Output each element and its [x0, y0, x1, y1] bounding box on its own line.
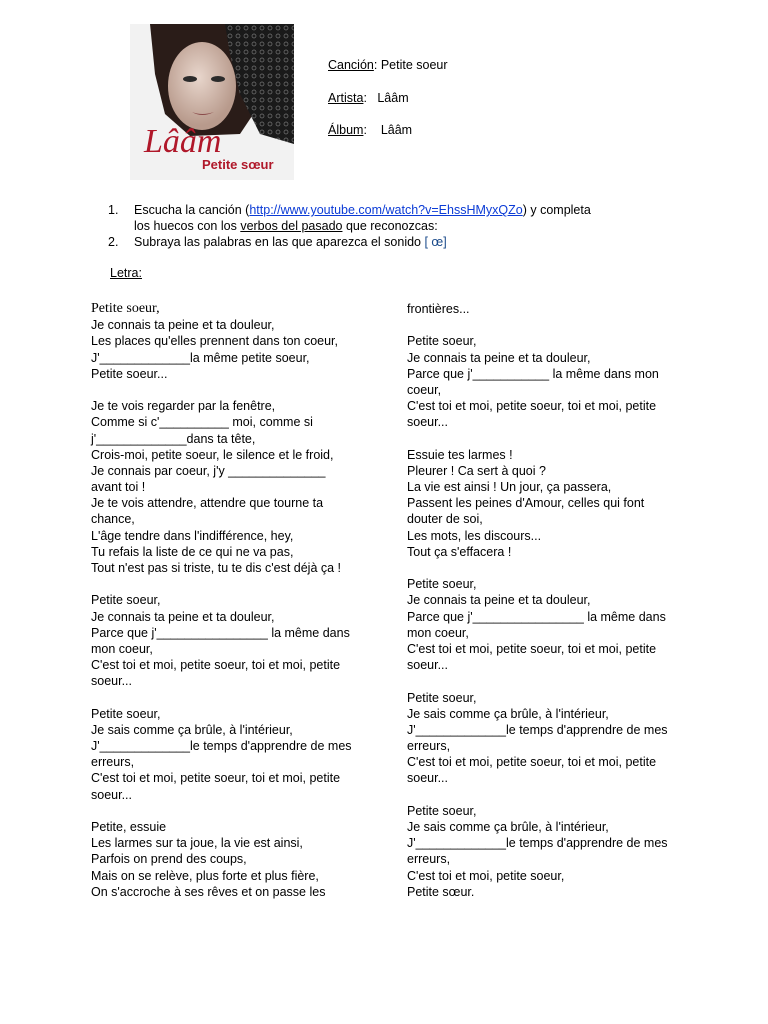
lyric-line: Je connais ta peine et ta douleur, — [91, 318, 275, 333]
lyric-line: mon coeur, — [91, 641, 153, 656]
lyric-line: Essuie tes larmes ! — [407, 447, 513, 462]
lyric-line: Parfois on prend des coups, — [91, 852, 247, 867]
lyric-line: soeur... — [91, 674, 132, 689]
lyric-line: Tout n'est pas si triste, tu te dis c'est déjà ça ! — [91, 561, 342, 575]
lyric-line: Je connais ta peine et ta douleur, — [407, 593, 591, 608]
song-row: Canción: Petite soeur — [328, 58, 448, 72]
lyric-line: C'est toi et moi, petite soeur, toi et moi, petite — [407, 399, 657, 414]
instruction-2 — [108, 234, 668, 250]
lyric-line: Les mots, les discours... — [407, 528, 542, 543]
lyric-line: soeur... — [91, 787, 132, 802]
lyrics-left-column — [91, 301, 352, 900]
stanza-gap — [407, 673, 668, 689]
lyric-line: Mais on se relève, plus forte et plus fière, — [91, 868, 319, 883]
lyric-line: Petite, essuie — [91, 820, 167, 834]
lyric-line: Je sais comme ça brûle, à l'intérieur, — [407, 820, 609, 834]
lyric-line: erreurs, — [407, 739, 451, 754]
lyric-line: Je te vois regarder par la fenêtre, — [91, 399, 276, 414]
lyric-line: j'_____________dans ta tête, — [91, 431, 256, 446]
lyric-line: Petite soeur, — [407, 577, 477, 592]
lyric-line: avant toi ! — [91, 480, 146, 495]
lyric-line: erreurs, — [91, 755, 135, 770]
lyric-line: chance, — [91, 512, 135, 527]
lyric-line: soeur... — [407, 658, 448, 673]
lyric-line: J'_____________le temps d'apprendre de mes — [91, 739, 352, 754]
instructions — [108, 202, 668, 250]
instruction-1-line2-end: que reconozcas: — [342, 219, 438, 233]
lyric-line: Je sais comme ça brûle, à l'intérieur, — [91, 722, 293, 737]
letra-label: Letra — [110, 266, 139, 280]
lyric-line: Petite soeur, — [91, 706, 161, 721]
lyric-line: Petite soeur, — [407, 690, 477, 705]
lyric-line: C'est toi et moi, petite soeur, toi et moi, petite — [91, 658, 341, 673]
lyric-line: La vie est ainsi ! Un jour, ça passera, — [407, 480, 612, 495]
lyrics-right-column — [407, 301, 668, 900]
instruction-2-text: Subraya las palabras en las que aparezca el sonido — [134, 235, 425, 249]
letra-heading: Letra: — [110, 266, 142, 280]
artist-label: Artista — [328, 91, 364, 105]
album-row: Álbum: Lââm — [328, 123, 413, 137]
lyric-line: frontières... — [407, 302, 470, 316]
phonetic-symbol: [ œ] — [424, 235, 447, 249]
lyric-line: Les places qu'elles prennent dans ton coeur, — [91, 334, 339, 349]
stanza-gap — [407, 787, 668, 803]
lyric-line: Je te vois attendre, attendre que tourne ta — [91, 496, 324, 511]
lyric-line: Tu refais la liste de ce qui ne va pas, — [91, 544, 294, 559]
lyric-line: Petite soeur, — [407, 334, 477, 349]
instruction-number: 2. — [108, 235, 119, 249]
stanza-gap — [91, 576, 352, 592]
lyric-line: Petite soeur... — [91, 366, 168, 381]
lyric-line: Tout ça s'effacera ! — [407, 544, 512, 559]
lyric-line: Petite soeur, — [407, 803, 477, 818]
lyric-line: Petite sœur. — [407, 884, 475, 899]
lyric-line: erreurs, — [407, 852, 451, 867]
cover-artist-text: Lââm — [144, 123, 222, 160]
lyric-line: C'est toi et moi, petite soeur, toi et moi, petite — [91, 771, 341, 786]
lyric-line: On s'accroche à ses rêves et on passe les — [91, 884, 326, 899]
lyric-line: J'_____________le temps d'apprendre de mes — [407, 722, 668, 737]
lyric-line: Parce que j'________________ la même dans — [91, 625, 350, 640]
instruction-1-line2: los huecos con los — [134, 219, 241, 233]
artist-row: Artista: Lââm — [328, 91, 409, 105]
stanza-gap — [91, 382, 352, 398]
instruction-number: 1. — [108, 203, 119, 217]
lyric-line: J'_____________le temps d'apprendre de mes — [407, 836, 668, 851]
lyric-line: J'_____________la même petite soeur, — [91, 350, 310, 365]
cover-title-text: Petite sœur — [202, 157, 274, 172]
instruction-1 — [108, 202, 668, 234]
lyric-line: mon coeur, — [407, 625, 469, 640]
lyric-line: Pleurer ! Ca sert à quoi ? — [407, 463, 546, 478]
lyric-line: Petite soeur, — [91, 301, 160, 316]
stanza-gap — [91, 803, 352, 819]
lyric-line: C'est toi et moi, petite soeur, — [407, 868, 565, 883]
stanza-gap — [91, 690, 352, 706]
lyric-line: Crois-moi, petite soeur, le silence et le froid, — [91, 447, 334, 462]
lyric-line: L'âge tendre dans l'indifférence, hey, — [91, 528, 294, 543]
stanza-gap — [407, 560, 668, 576]
song-label: Canción — [328, 58, 374, 72]
album-label: Álbum — [328, 123, 364, 137]
lyric-line: soeur... — [407, 415, 448, 430]
album-value: Lââm — [380, 123, 413, 137]
verbos-pasado-text: verbos del pasado — [240, 219, 343, 233]
lyric-line: douter de soi, — [407, 512, 483, 527]
lyric-line: Comme si c'__________ moi, comme si — [91, 415, 313, 430]
album-cover-image — [130, 24, 294, 180]
artist-value: Lââm — [377, 91, 409, 105]
instruction-1-text: Escucha la canción ( — [134, 203, 250, 217]
lyric-line: Parce que j'___________ la même dans mon — [407, 366, 659, 381]
lyric-line: C'est toi et moi, petite soeur, toi et moi, petite — [407, 641, 657, 656]
song-value: Petite soeur — [380, 58, 448, 72]
lyric-line: Je connais ta peine et ta douleur, — [91, 609, 275, 624]
lyric-line: Les larmes sur ta joue, la vie est ainsi, — [91, 836, 303, 851]
lyric-line: Je connais ta peine et ta douleur, — [407, 350, 591, 365]
youtube-link[interactable]: http://www.youtube.com/watch?v=EhssHMyxQZo — [249, 203, 523, 217]
lyric-line: Je connais par coeur, j'y ______________ — [91, 463, 326, 478]
instruction-1-text-cont: ) y completa — [522, 203, 591, 217]
lyric-line: Je sais comme ça brûle, à l'intérieur, — [407, 706, 609, 721]
lyric-line: soeur... — [407, 771, 448, 786]
lyric-line: Parce que j'________________ la même dans — [407, 609, 666, 624]
lyric-line: C'est toi et moi, petite soeur, toi et moi, petite — [407, 755, 657, 770]
lyric-line: Petite soeur, — [91, 593, 161, 608]
lyric-line: Passent les peines d'Amour, celles qui font — [407, 496, 645, 511]
lyric-line: coeur, — [407, 382, 442, 397]
stanza-gap — [407, 317, 668, 333]
stanza-gap — [407, 431, 668, 447]
